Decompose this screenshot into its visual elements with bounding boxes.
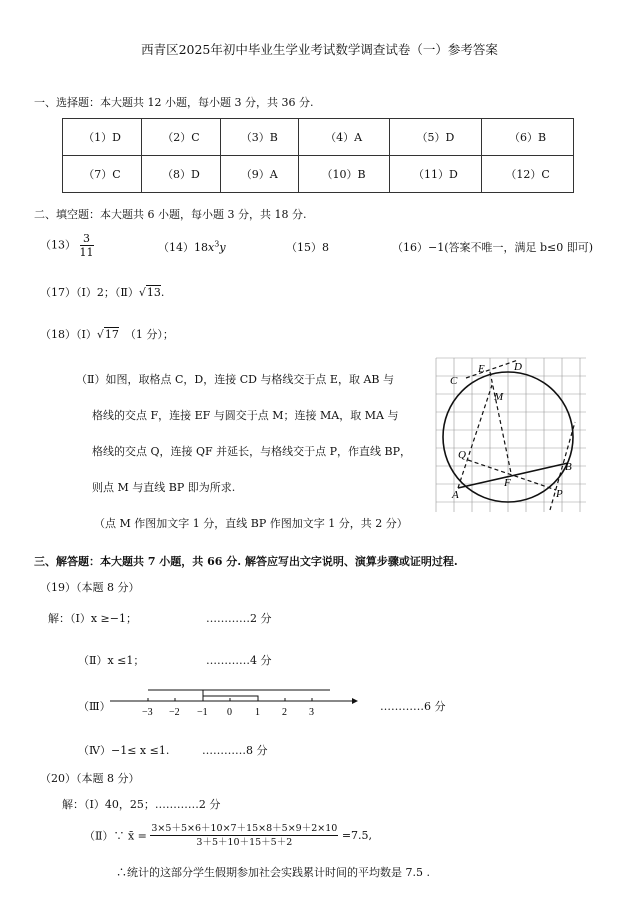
tick-label: 3	[309, 707, 314, 718]
tick-label: 2	[282, 707, 287, 718]
geometry-figure	[432, 352, 590, 516]
answer-18-score: （1 分）；	[124, 328, 174, 341]
label-e: E	[478, 363, 485, 375]
answer-14-exponent: 3	[214, 239, 220, 249]
section2-heading: 二、填空题：本大题共 6 小题，每小题 3 分，共 18 分.	[34, 208, 307, 221]
fraction-numerator: 3	[80, 232, 94, 246]
label-p: P	[556, 488, 563, 500]
answer-cell: （10）B	[298, 156, 389, 193]
q19-part3-score: …………6 分	[380, 700, 446, 713]
answer-18-line: 格线的交点 F，连接 EF 与圆交于点 M；连接 MA，取 MA 与	[92, 409, 399, 422]
section3-heading: 三、解答题：本大题共 7 小题，共 66 分. 解答应写出文字说明、演算步骤或证明过程.	[34, 555, 458, 568]
mean-fraction	[150, 822, 338, 849]
q20-part2	[84, 822, 372, 849]
answer-14-label: （14）18	[158, 241, 208, 254]
answer-15: （15）8	[286, 241, 329, 254]
label-q: Q	[458, 449, 466, 461]
answer-18-line: （Ⅱ）如图，取格点 C，D，连接 CD 与格线交于点 E，取 AB 与	[76, 373, 394, 386]
q19-part1-score: …………2 分	[206, 612, 272, 625]
answer-cell: （9）A	[220, 156, 298, 193]
answer-cell: （6）B	[482, 119, 574, 156]
answer-cell: （12）C	[482, 156, 574, 193]
label-d: D	[514, 361, 522, 373]
answer-cell: （11）D	[389, 156, 482, 193]
choice-answer-table	[62, 118, 574, 193]
answer-13-label: （13）	[40, 238, 76, 252]
sqrt-icon: √	[138, 286, 146, 299]
q19-part4: （Ⅳ）−1≤ x ≤1.	[78, 744, 170, 757]
answer-13-fraction	[80, 232, 94, 259]
fraction-denominator: 3＋5＋10＋15＋5＋2	[196, 837, 293, 848]
label-b: B	[565, 461, 572, 473]
section1-heading: 一、选择题：本大题共 12 小题，每小题 3 分，共 36 分.	[34, 96, 314, 109]
number-line	[108, 686, 358, 720]
fraction-denominator: 11	[79, 246, 94, 259]
q20-part2-label: （Ⅱ）∵ x̄ =	[84, 829, 147, 843]
answer-18-radicand: 17	[104, 328, 119, 341]
q19-part2-score: …………4 分	[206, 654, 272, 667]
q19-header: （19）（本题 8 分）	[40, 581, 140, 594]
answer-18-text: （18）（Ⅰ）	[40, 328, 97, 341]
answer-cell: （3）B	[220, 119, 298, 156]
q19-part4-score: …………8 分	[202, 744, 268, 757]
tick-label: −1	[197, 707, 208, 718]
answer-14-var-x: x	[208, 241, 215, 254]
table-row	[63, 156, 574, 193]
q20-conclusion: ∴统计的这部分学生假期参加社会实践累计时间的平均数是 7.5 .	[116, 866, 430, 879]
q19-part1: 解：（Ⅰ）x ≥−1；	[48, 612, 137, 625]
answer-18-line: 格线的交点 Q，连接 QF 并延长，与格线交于点 P，作直线 BP，	[92, 445, 412, 458]
page-title: 西青区2025年初中毕业生学业考试数学调查试卷（一）参考答案	[141, 42, 498, 57]
tick-label: 1	[255, 707, 260, 718]
answer-cell: （4）A	[298, 119, 389, 156]
label-c: C	[450, 375, 458, 387]
answer-17-radicand: 13	[146, 286, 161, 299]
q20-part1: 解：（Ⅰ）40，25；…………2 分	[62, 798, 221, 811]
answer-18-part1	[40, 326, 174, 342]
q20-header: （20）（本题 8 分）	[40, 772, 140, 785]
answer-18-line: 则点 M 与直线 BP 即为所求.	[92, 481, 236, 494]
q20-part2-result: =7.5,	[341, 829, 373, 842]
q19-part3: （Ⅲ）	[78, 700, 111, 713]
answer-13	[40, 232, 94, 259]
label-m: M	[494, 391, 504, 403]
answer-18-note: （点 M 作图加文字 1 分，直线 BP 作图加文字 1 分，共 2 分）	[94, 517, 408, 530]
tick-label: −3	[142, 707, 153, 718]
answer-14	[158, 239, 226, 255]
fraction-numerator: 3×5＋5×6＋10×7＋15×8＋5×9＋2×10	[151, 823, 338, 834]
answer-cell: （1）D	[63, 119, 142, 156]
answer-16: （16）−1(答案不唯一，满足 b≤0 即可)	[392, 241, 594, 254]
q19-part2: （Ⅱ）x ≤1；	[78, 654, 145, 667]
answer-cell: （7）C	[63, 156, 142, 193]
answer-17-end: .	[160, 286, 165, 299]
answer-17	[40, 284, 164, 300]
answer-14-var-y: y	[219, 241, 226, 254]
table-row	[63, 119, 574, 156]
answer-cell: （2）C	[141, 119, 220, 156]
label-f: F	[504, 477, 511, 489]
sqrt-icon: √	[96, 328, 104, 341]
answer-cell: （8）D	[141, 156, 220, 193]
tick-label: −2	[169, 707, 180, 718]
tick-label: 0	[227, 707, 232, 718]
answer-17-text: （17）（Ⅰ）2；（Ⅱ）	[40, 286, 139, 299]
answer-cell: （5）D	[389, 119, 482, 156]
label-a: A	[452, 489, 459, 501]
